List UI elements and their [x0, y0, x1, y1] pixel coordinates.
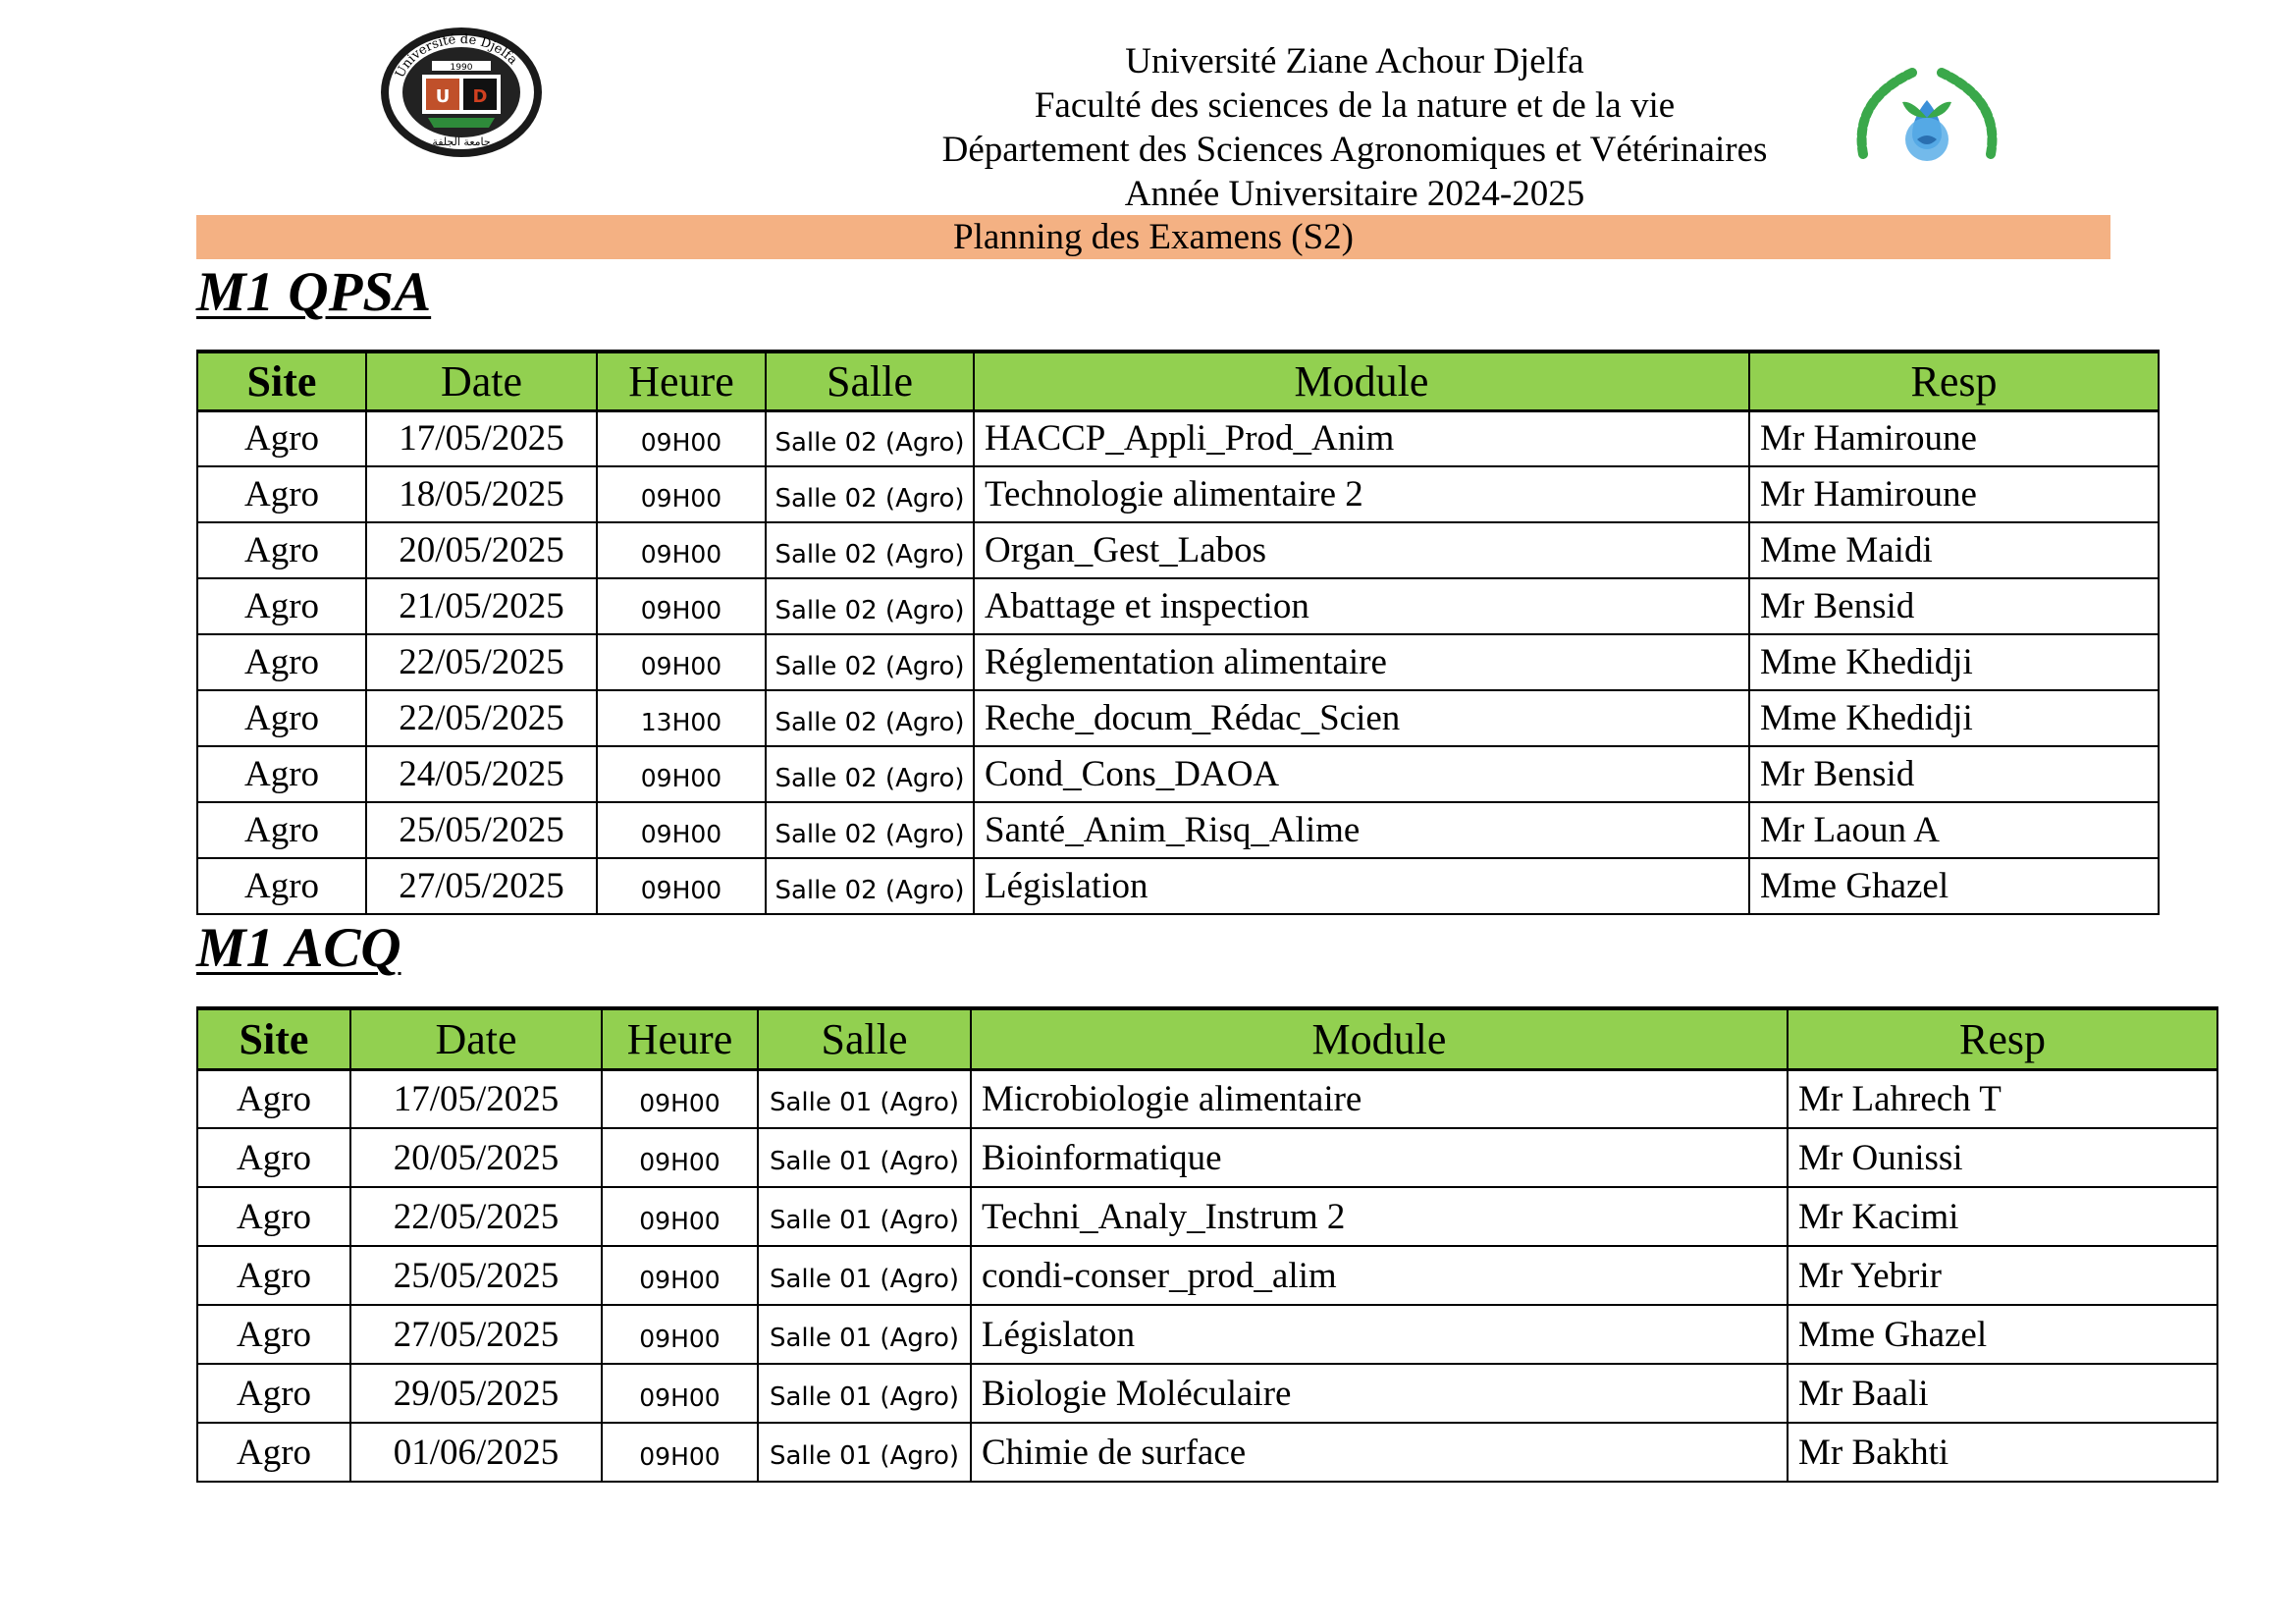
cell-salle: Salle 01 (Agro) — [758, 1187, 971, 1246]
cell-resp: Mr Ounissi — [1788, 1128, 2217, 1187]
cell-heure: 09H00 — [597, 466, 766, 522]
svg-text:D: D — [472, 86, 488, 107]
cell-heure: 09H00 — [602, 1069, 758, 1128]
cell-resp: Mr Hamiroune — [1749, 410, 2159, 466]
cell-date: 17/05/2025 — [366, 410, 597, 466]
cell-date: 21/05/2025 — [366, 578, 597, 634]
cell-resp: Mme Ghazel — [1749, 858, 2159, 914]
cell-site: Agro — [197, 1187, 350, 1246]
cell-heure: 09H00 — [602, 1364, 758, 1423]
cell-module: Législation — [974, 858, 1749, 914]
cell-module: Législaton — [971, 1305, 1788, 1364]
cell-site: Agro — [197, 1364, 350, 1423]
svg-text:1990: 1990 — [450, 63, 473, 73]
cell-module: Biologie Moléculaire — [971, 1364, 1788, 1423]
cell-site: Agro — [197, 634, 366, 690]
column-header-module: Module — [974, 352, 1749, 410]
cell-date: 01/06/2025 — [350, 1423, 602, 1482]
cell-resp: Mr Lahrech T — [1788, 1069, 2217, 1128]
university-name: Université Ziane Achour Djelfa — [1125, 41, 1584, 81]
svg-text:Université de Djelfa: Université de Djelfa — [393, 31, 520, 81]
cell-site: Agro — [197, 1069, 350, 1128]
column-header-resp: Resp — [1788, 1008, 2217, 1069]
table-row — [197, 578, 2159, 634]
cell-heure: 09H00 — [597, 410, 766, 466]
department-name: Département des Sciences Agronomiques et Vétérinaires — [941, 130, 1768, 170]
cell-resp: Mr Baali — [1788, 1364, 2217, 1423]
table-row — [197, 522, 2159, 578]
cell-heure: 09H00 — [597, 634, 766, 690]
cell-resp: Mr Bensid — [1749, 578, 2159, 634]
cell-site: Agro — [197, 578, 366, 634]
cell-resp: Mme Maidi — [1749, 522, 2159, 578]
cell-heure: 09H00 — [597, 746, 766, 802]
cell-heure: 09H00 — [602, 1128, 758, 1187]
cell-heure: 09H00 — [602, 1246, 758, 1305]
column-header-date: Date — [350, 1008, 602, 1069]
cell-date: 27/05/2025 — [366, 858, 597, 914]
cell-module: Bioinformatique — [971, 1128, 1788, 1187]
cell-heure: 09H00 — [597, 802, 766, 858]
cell-heure: 09H00 — [602, 1187, 758, 1246]
cell-module: Abattage et inspection — [974, 578, 1749, 634]
column-header-module: Module — [971, 1008, 1788, 1069]
page-title-banner: Planning des Examens (S2) — [196, 215, 2110, 259]
column-header-salle: Salle — [766, 352, 974, 410]
cell-site: Agro — [197, 1246, 350, 1305]
cell-module: Santé_Anim_Risq_Alime — [974, 802, 1749, 858]
cell-module: condi-conser_prod_alim — [971, 1246, 1788, 1305]
cell-salle: Salle 02 (Agro) — [766, 634, 974, 690]
cell-resp: Mr Bakhti — [1788, 1423, 2217, 1482]
cell-module: Organ_Gest_Labos — [974, 522, 1749, 578]
cell-date: 29/05/2025 — [350, 1364, 602, 1423]
cell-resp: Mr Hamiroune — [1749, 466, 2159, 522]
table-header-row — [197, 1008, 2217, 1069]
cell-resp: Mr Kacimi — [1788, 1187, 2217, 1246]
cell-resp: Mme Khedidji — [1749, 690, 2159, 746]
cell-heure: 09H00 — [602, 1305, 758, 1364]
cell-date: 25/05/2025 — [350, 1246, 602, 1305]
cell-heure: 09H00 — [597, 858, 766, 914]
cell-module: Cond_Cons_DAOA — [974, 746, 1749, 802]
cell-site: Agro — [197, 690, 366, 746]
cell-site: Agro — [197, 1305, 350, 1364]
exam-table-m1-acq — [196, 1006, 2218, 1483]
cell-date: 17/05/2025 — [350, 1069, 602, 1128]
table-row — [197, 802, 2159, 858]
cell-salle: Salle 01 (Agro) — [758, 1305, 971, 1364]
cell-salle: Salle 02 (Agro) — [766, 522, 974, 578]
academic-year: Année Universitaire 2024-2025 — [1124, 174, 1585, 214]
cell-salle: Salle 02 (Agro) — [766, 690, 974, 746]
cell-salle: Salle 01 (Agro) — [758, 1423, 971, 1482]
cell-date: 24/05/2025 — [366, 746, 597, 802]
column-header-salle: Salle — [758, 1008, 971, 1069]
cell-salle: Salle 02 (Agro) — [766, 466, 974, 522]
cell-resp: Mr Laoun A — [1749, 802, 2159, 858]
cell-site: Agro — [197, 466, 366, 522]
cell-heure: 13H00 — [597, 690, 766, 746]
cell-resp: Mme Ghazel — [1788, 1305, 2217, 1364]
table-header-row — [197, 352, 2159, 410]
cell-date: 22/05/2025 — [350, 1187, 602, 1246]
cell-date: 25/05/2025 — [366, 802, 597, 858]
cell-salle: Salle 02 (Agro) — [766, 746, 974, 802]
svg-text:U: U — [435, 86, 451, 107]
cell-site: Agro — [197, 410, 366, 466]
cell-salle: Salle 01 (Agro) — [758, 1069, 971, 1128]
table-row — [197, 410, 2159, 466]
cell-date: 22/05/2025 — [366, 634, 597, 690]
table-row — [197, 746, 2159, 802]
cell-salle: Salle 01 (Agro) — [758, 1246, 971, 1305]
table-row — [197, 858, 2159, 914]
cell-module: Microbiologie alimentaire — [971, 1069, 1788, 1128]
cell-site: Agro — [197, 1128, 350, 1187]
table-row — [197, 1128, 2217, 1187]
svg-text:جامعة الجلفة: جامعة الجلفة — [432, 135, 491, 148]
cell-salle: Salle 02 (Agro) — [766, 858, 974, 914]
table-row — [197, 690, 2159, 746]
cell-module: HACCP_Appli_Prod_Anim — [974, 410, 1749, 466]
cell-heure: 09H00 — [602, 1423, 758, 1482]
cell-site: Agro — [197, 858, 366, 914]
table-row — [197, 1069, 2217, 1128]
cell-module: Technologie alimentaire 2 — [974, 466, 1749, 522]
cell-date: 18/05/2025 — [366, 466, 597, 522]
section-title-m1-qpsa: M1 QPSA — [196, 261, 432, 323]
table-row — [197, 1364, 2217, 1423]
cell-module: Techni_Analy_Instrum 2 — [971, 1187, 1788, 1246]
cell-site: Agro — [197, 746, 366, 802]
cell-module: Reche_docum_Rédac_Scien — [974, 690, 1749, 746]
cell-site: Agro — [197, 1423, 350, 1482]
cell-heure: 09H00 — [597, 578, 766, 634]
cell-salle: Salle 01 (Agro) — [758, 1364, 971, 1423]
table-row — [197, 1423, 2217, 1482]
cell-resp: Mr Bensid — [1749, 746, 2159, 802]
column-header-heure: Heure — [602, 1008, 758, 1069]
table-row — [197, 634, 2159, 690]
cell-module: Chimie de surface — [971, 1423, 1788, 1482]
cell-date: 20/05/2025 — [350, 1128, 602, 1187]
column-header-date: Date — [366, 352, 597, 410]
cell-salle: Salle 02 (Agro) — [766, 410, 974, 466]
table-row — [197, 1305, 2217, 1364]
cell-site: Agro — [197, 522, 366, 578]
column-header-resp: Resp — [1749, 352, 2159, 410]
cell-module: Réglementation alimentaire — [974, 634, 1749, 690]
section-title-m1-acq: M1 ACQ — [196, 917, 401, 979]
cell-date: 27/05/2025 — [350, 1305, 602, 1364]
faculty-name: Faculté des sciences de la nature et de la vie — [1034, 85, 1676, 126]
cell-salle: Salle 01 (Agro) — [758, 1128, 971, 1187]
exam-table-m1-qpsa — [196, 350, 2160, 915]
table-row — [197, 1187, 2217, 1246]
column-header-site: Site — [197, 352, 366, 410]
cell-date: 22/05/2025 — [366, 690, 597, 746]
cell-salle: Salle 02 (Agro) — [766, 578, 974, 634]
cell-salle: Salle 02 (Agro) — [766, 802, 974, 858]
column-header-heure: Heure — [597, 352, 766, 410]
table-row — [197, 1246, 2217, 1305]
cell-date: 20/05/2025 — [366, 522, 597, 578]
document-header — [491, 39, 2218, 216]
cell-resp: Mr Yebrir — [1788, 1246, 2217, 1305]
cell-resp: Mme Khedidji — [1749, 634, 2159, 690]
table-row — [197, 466, 2159, 522]
cell-site: Agro — [197, 802, 366, 858]
column-header-site: Site — [197, 1008, 350, 1069]
cell-heure: 09H00 — [597, 522, 766, 578]
